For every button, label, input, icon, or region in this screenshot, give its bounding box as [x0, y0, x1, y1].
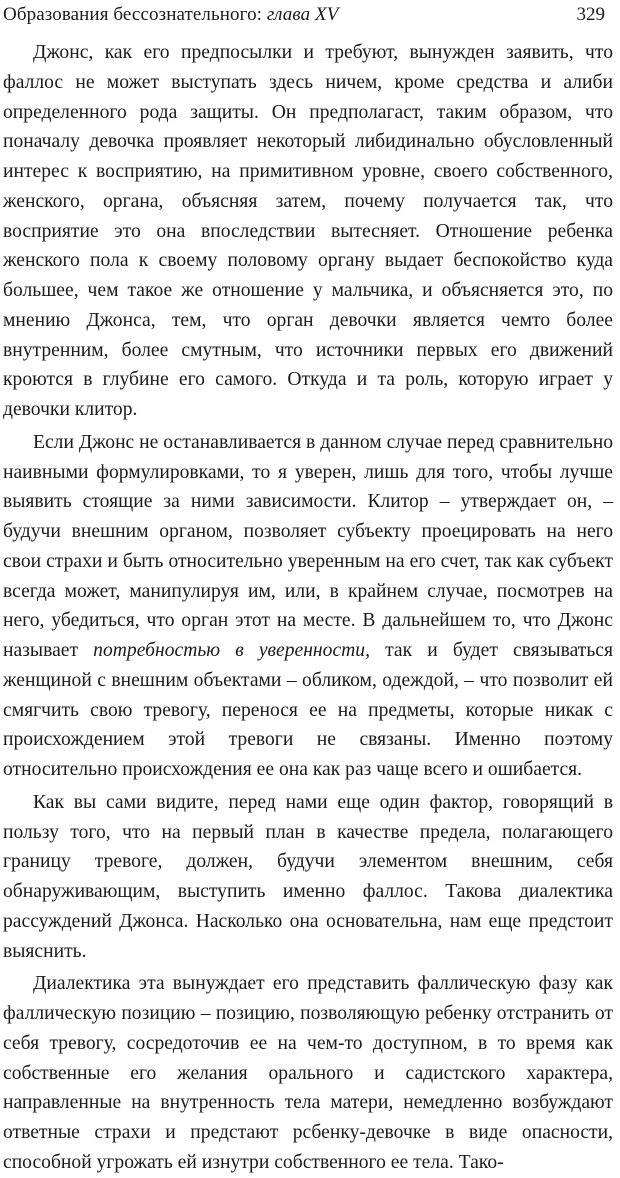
body-text	[3, 38, 613, 1178]
paragraph-1: Джонс, как его предпосылки и требуют, вынужден заявить, что фаллос не может выступать здесь ничем, кроме средства и алиби определенного рода защиты. Он предполагаст, таким образом, что поначалу девочка проявляет некоторый либидинально обусловленный интерес к восприятию, на примитивном уровне, своего собственного, женского, органа, объясняя затем, почему получается так, что восприятие это она впоследствии вытесняет. Отношение ребенка женского пола к своему половому органу выдает беспокойство куда большее, чем такое же отношение у мальчика, и объясняется это, по мнению Джонса, тем, что орган девочки является чемто более внутренним, более смутным, что источники первых его движений кроются в глубине его самого. Откуда и та роль, которую играет у девочки клитор.	[3, 42, 613, 420]
running-head-chapter: глава XV	[266, 4, 339, 25]
paragraph-3: Как вы сами видите, перед нами еще один фактор, говорящий в пользу того, что на первый план в качестве предела, полагающего границу тревоге, должен, будучи элементом внешним, себя обнаруживающим, выступить именно фаллос. Такова диалектика рассуждений Джонса. Насколько она основательна, нам еще предстоит выяснить.	[3, 791, 613, 962]
page-header	[3, 0, 613, 38]
running-head	[3, 4, 338, 26]
paragraph-2	[3, 428, 613, 785]
page-number: 329	[576, 4, 605, 25]
paragraph-2-part-1: Если Джонс не останавливается в данном случае перед сравнительно наивными формулировками, то я уверен, лишь для того, чтобы лучше выявить стоящие за ними зависимости. Клитор – утверждает он, – будучи внешним органом, позволяет субъекту проецировать на него свои страхи и быть относительно уверенным на его счет, так как субъект всегда может, манипулируя им, или, в крайнем случае, посмотрев на него, убедиться, что орган этот на месте. В дальнейшем то, что Джонс называет	[3, 431, 613, 661]
running-head-prefix: Образования бессознательного:	[3, 4, 267, 25]
paragraph-2-part-2: , так и будет связываться женщиной с внешним объектами – обликом, одеждой, – что позволит ей смягчить свою тревогу, перенося ее на предметы, которые никак с происхождением этой тревоги не связаны. Именно поэтому относительно происхождения ее она как раз чаще всего и ошибается.	[3, 640, 613, 780]
paragraph-2-emphasis: потребностью в уверенности	[93, 640, 366, 661]
paragraph-4: Диалектика эта вынуждает его представить фаллическую фазу как фаллическую позицию – позицию, позволяющую ребенку отстранить от себя тревогу, сосредоточив ее на чем-то доступном, в то время как собственные его желания орального и садистского характера, направленные на внутренность тела матери, немедленно возбуждают ответные страхи и предстают рсбенку-девочке в виде опасности, способной угрожать ей изнутри собственного ее тела. Тако-	[3, 973, 613, 1173]
